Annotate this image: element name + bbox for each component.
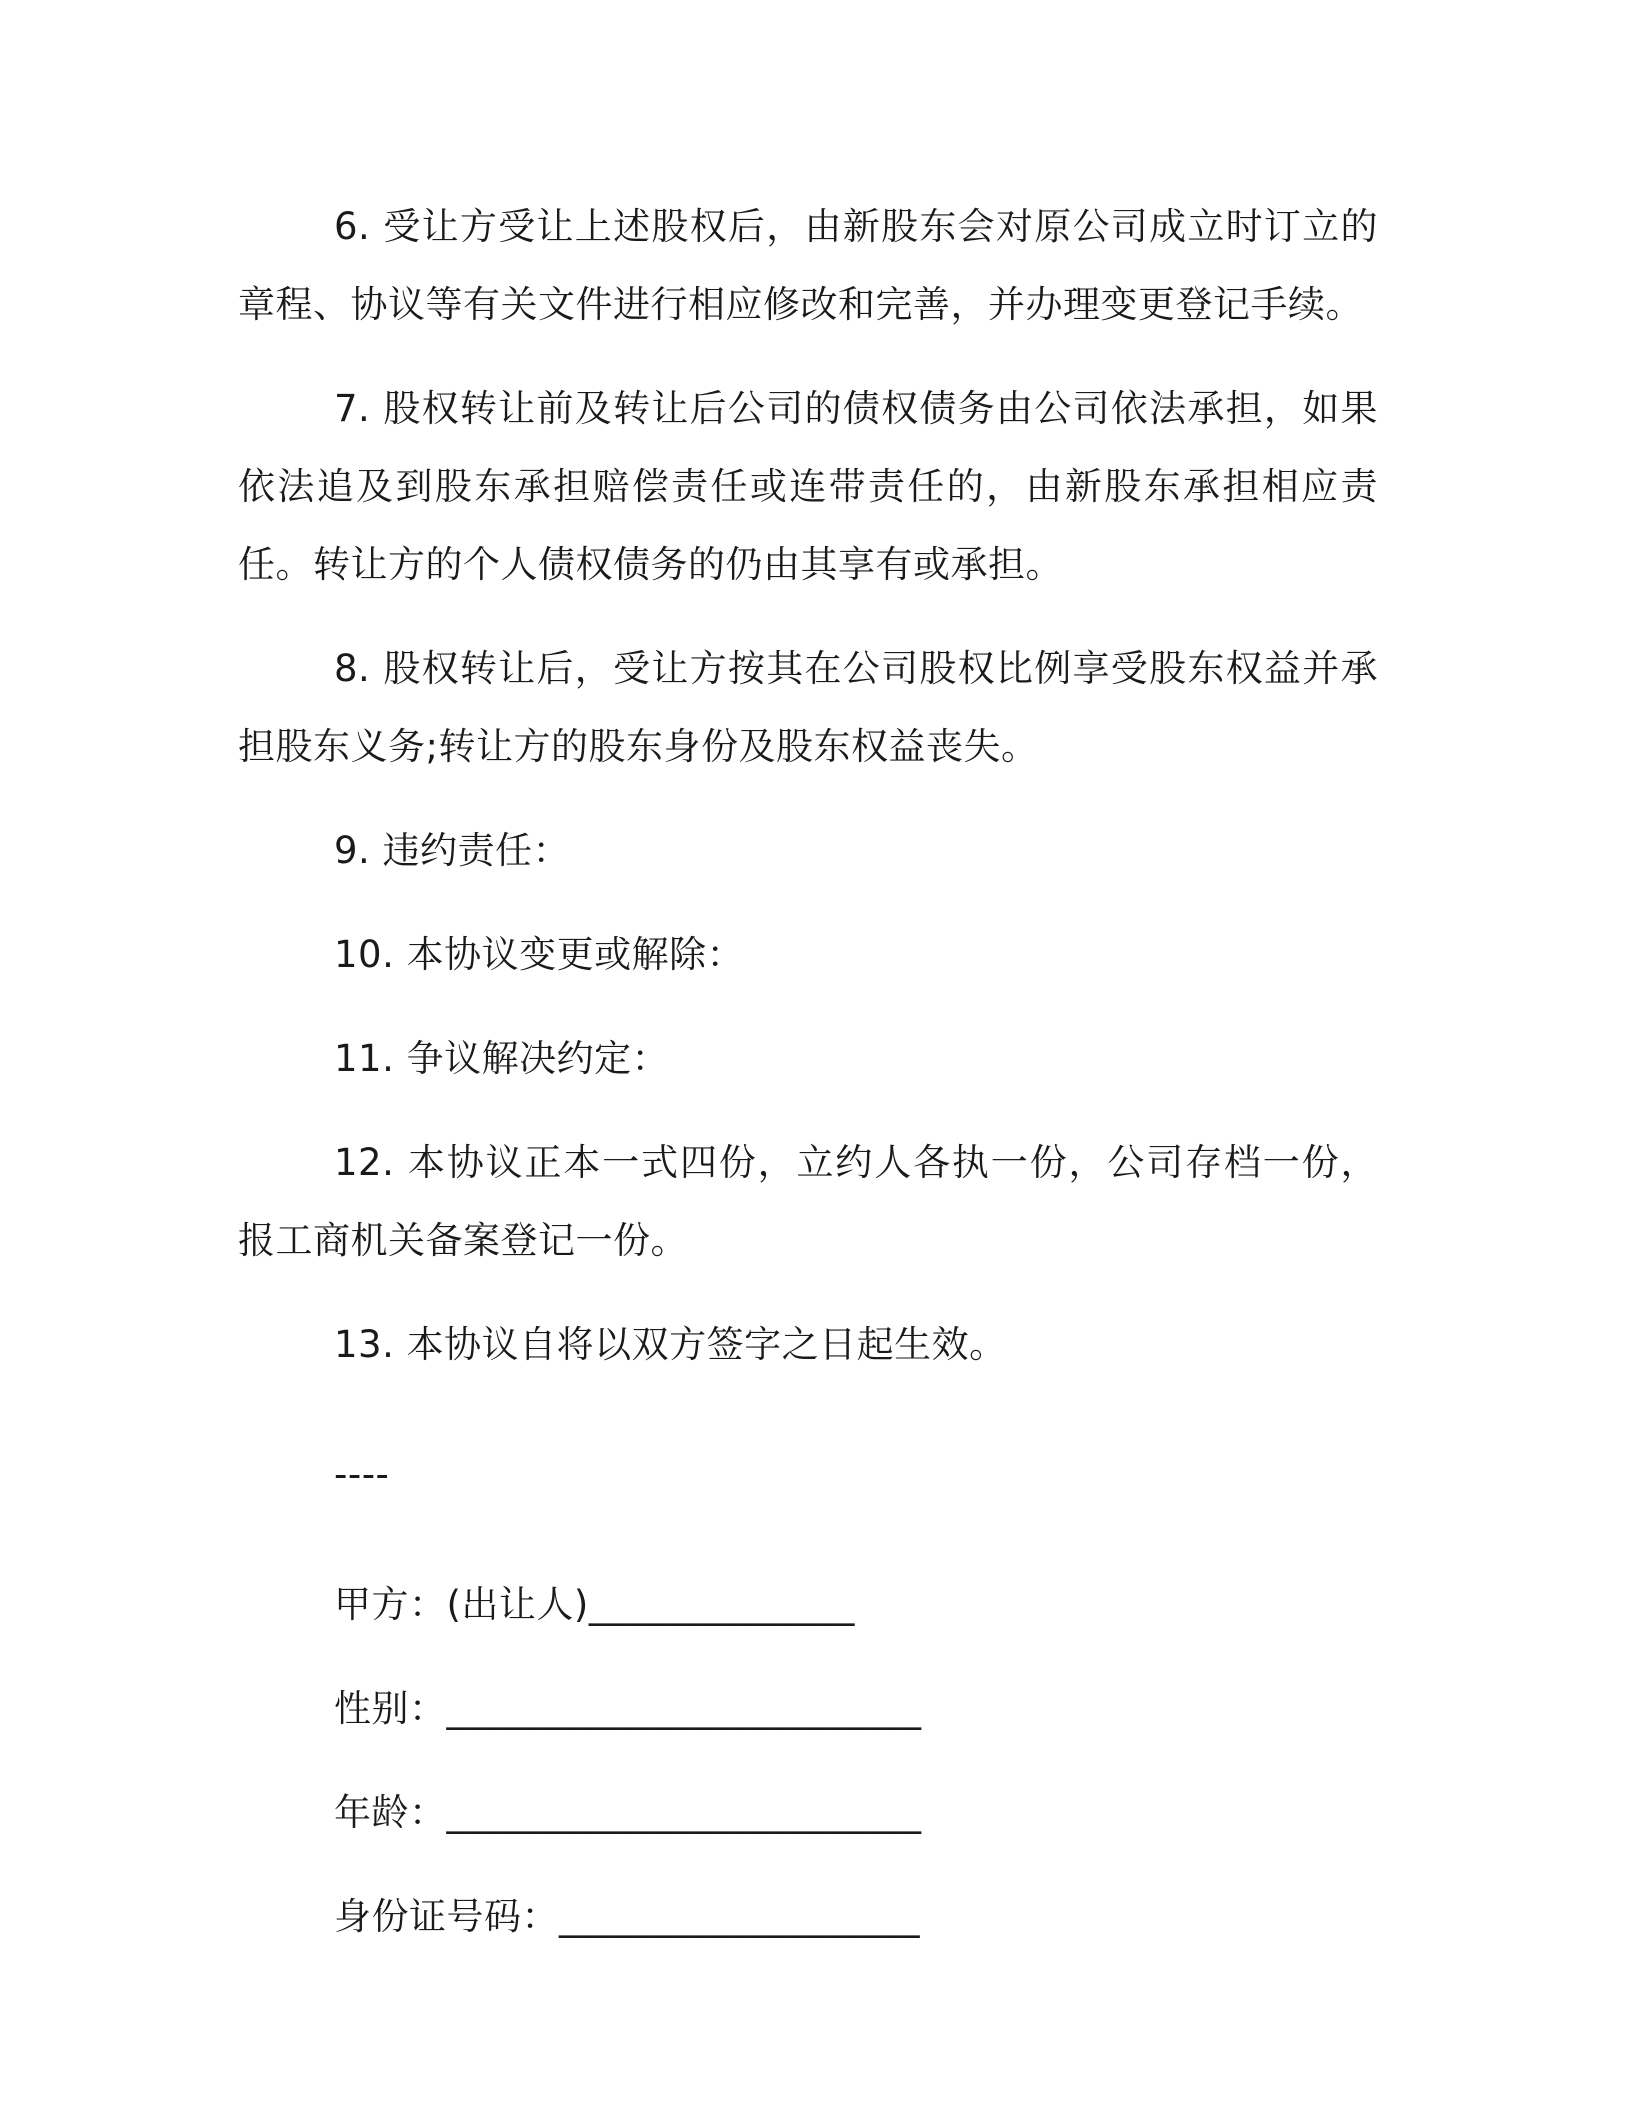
id-number-field <box>238 1878 1378 1956</box>
clause-9: 9. 违约责任： <box>334 829 571 872</box>
clause-11: 11. 争议解决约定： <box>334 1037 670 1080</box>
party-a-field <box>238 1566 1378 1644</box>
party-a-label: 甲方：(出让人) <box>334 1583 589 1626</box>
party-a-blank: ______________ <box>588 1583 855 1626</box>
section-separator: ---- <box>334 1453 390 1496</box>
gender-field <box>238 1670 1378 1748</box>
gender-label: 性别： <box>334 1687 447 1730</box>
clause-6: 6. 受让方受让上述股权后，由新股东会对原公司成立时订立的章程、协议等有关文件进行相应修改和完善，并办理变更登记手续。 <box>238 205 1378 326</box>
id-number-label: 身份证号码： <box>334 1895 559 1938</box>
age-label: 年龄： <box>334 1791 447 1834</box>
clause-7: 7. 股权转让前及转让后公司的债权债务由公司依法承担，如果依法追及到股东承担赔偿责任或连带责任的，由新股东承担相应责任。转让方的个人债权债务的仍由其享有或承担。 <box>238 387 1378 586</box>
age-blank: _________________________ <box>446 1791 922 1834</box>
id-number-blank: ___________________ <box>559 1895 920 1938</box>
spacer <box>238 1410 1378 1436</box>
clause-8: 8. 股权转让后，受让方按其在公司股权比例享受股东权益并承担股东义务;转让方的股东身份及股东权益丧失。 <box>238 647 1378 768</box>
clause-10: 10. 本协议变更或解除： <box>334 933 745 976</box>
spacer <box>238 1540 1378 1566</box>
document-body <box>238 188 1378 1982</box>
age-field <box>238 1774 1378 1852</box>
clause-12: 12. 本协议正本一式四份，立约人各执一份，公司存档一份，报工商机关备案登记一份。 <box>238 1141 1378 1262</box>
clause-13: 13. 本协议自将以双方签字之日起生效。 <box>334 1323 1007 1366</box>
gender-blank: _________________________ <box>446 1687 922 1730</box>
